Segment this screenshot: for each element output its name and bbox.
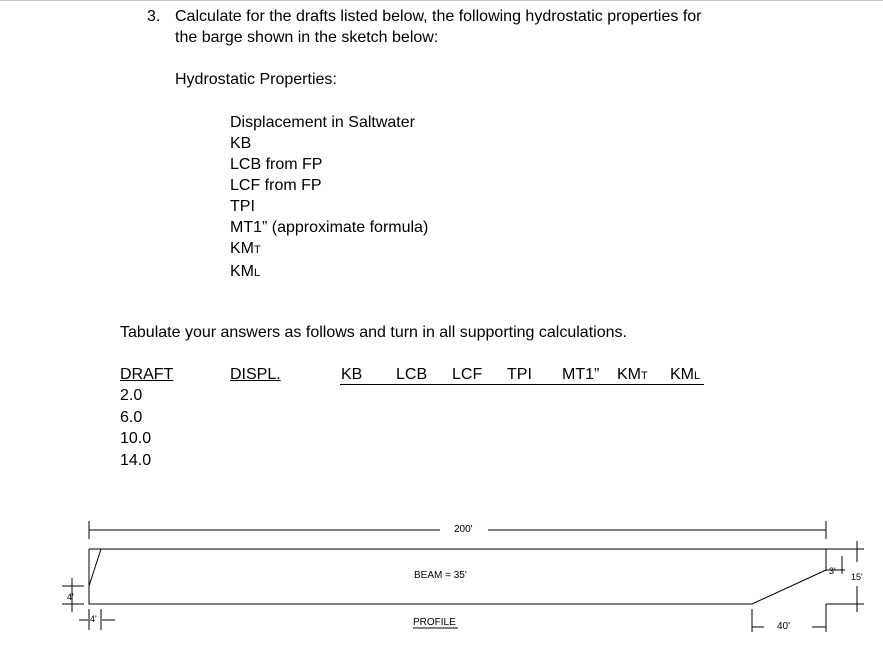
profile-label: PROFILE <box>413 617 456 628</box>
header-tpi: TPI <box>507 366 532 383</box>
draft-value: 14.0 <box>120 451 152 469</box>
header-kml-main: KM <box>670 366 694 383</box>
header-draft: DRAFT <box>120 366 174 383</box>
header-displ: DISPL. <box>230 366 281 383</box>
question-line-2: the barge shown in the sketch below: <box>175 29 439 46</box>
stern-length-label: 40' <box>777 621 791 632</box>
property-mt1: MT1” (approximate formula) <box>230 219 429 236</box>
length-label: 200' <box>454 524 473 535</box>
header-kml-subscript: L <box>694 370 701 382</box>
draft-value: 2.0 <box>120 387 143 404</box>
instruction-text: Tabulate your answers as follows and turn in all supporting calculations. <box>120 324 627 341</box>
header-kmt-main: KM <box>617 366 641 383</box>
kml-main: KM <box>230 263 254 280</box>
header-lcf: LCF <box>452 366 483 383</box>
bow-length-label: 4' <box>90 614 97 624</box>
header-lcb: LCB <box>396 366 428 383</box>
depth-label: 15' <box>851 572 863 582</box>
bow-height-label: 4' <box>67 592 74 602</box>
kmt-main: KM <box>230 240 254 257</box>
question-number: 3. <box>147 8 161 25</box>
header-kb: KB <box>341 366 363 383</box>
kmt-subscript: T <box>254 244 261 256</box>
property-lcb: LCB from FP <box>230 156 323 173</box>
beam-label: BEAM = 35' <box>414 570 467 581</box>
property-lcf: LCF from FP <box>230 177 322 194</box>
property-tpi: TPI <box>230 198 255 215</box>
draft-value: 6.0 <box>120 408 143 426</box>
question-line-1: Calculate for the drafts listed below, the following hydrostatic properties for <box>175 8 702 25</box>
property-kb: KB <box>230 135 252 152</box>
properties-heading: Hydrostatic Properties: <box>175 71 337 88</box>
draft-value: 10.0 <box>120 430 152 447</box>
header-kmt-subscript: T <box>641 370 648 382</box>
property-displacement: Displacement in Saltwater <box>230 114 415 131</box>
sheer-label: 3' <box>829 566 836 576</box>
kml-subscript: L <box>254 267 261 279</box>
header-mt1: MT1” <box>562 366 600 383</box>
